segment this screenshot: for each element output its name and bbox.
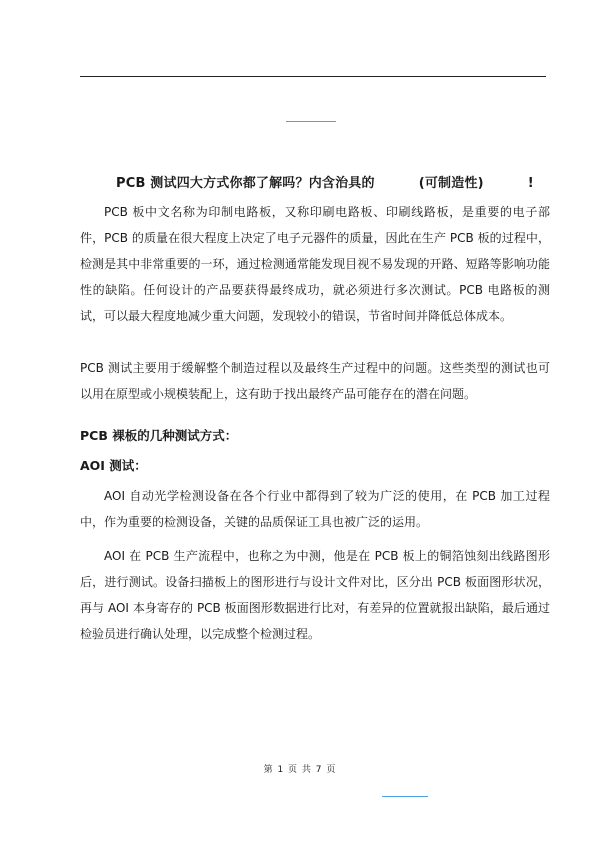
title-part-2: (可制造性) [418, 176, 484, 191]
section-heading-bare-board-tests: PCB 裸板的几种测试方式： [80, 428, 238, 443]
page-number-label: 第 1 页 共 7 页 [263, 765, 337, 775]
bottom-accent-line [382, 796, 428, 797]
header-rule [80, 76, 546, 77]
document-title [116, 172, 536, 191]
paragraph-intro: PCB 板中文名称为印制电路板，又称印刷电路板、印刷线路板，是重要的电子部件，PCB 的质量在很大程度上决定了电子元器件的质量，因此在生产 PCB 板的过程中，检测是其中非常重要的一环，通过检测通常能发现目视不易发现的开路、短路等影响功能性的缺陷。任何设计的产品要获得最终成功，就必须进行多次测试。PCB 电路板的测试，可以最大程度地减少重大问题，发现较小的错误，节省时间并降低总体成本。 [80, 205, 550, 323]
paragraph-purpose: PCB 测试主要用于缓解整个制造过程以及最终生产过程中的问题。这些类型的测试也可以用在原型或小规模装配上，这有助于找出最终产品可能存在的潜在问题。 [80, 361, 550, 401]
top-accent-line [286, 121, 336, 122]
page-footer [0, 762, 600, 775]
section-heading-aoi: AOI 测试： [80, 458, 147, 473]
title-part-3: ! [527, 176, 534, 191]
paragraph-aoi-overview: AOI 自动光学检测设备在各个行业中都得到了较为广泛的使用，在 PCB 加工过程中，作为重要的检测设备，关键的品质保证工具也被广泛的运用。 [80, 489, 550, 529]
paragraph-aoi-process: AOI 在 PCB 生产流程中，也称之为中测，他是在 PCB 板上的铜箔蚀刻出线路图形后，进行测试。设备扫描板上的图形进行与设计文件对比，区分出 PCB 板面图形状况，再与 AOI 本身寄存的 PCB 板面图形数据进行比对，有差异的位置就报出缺陷，最后通过检验员进行确认处理，以完成整个检测过程。 [80, 549, 550, 641]
title-part-1: PCB 测试四大方式你都了解吗？内含治具的 [116, 176, 375, 191]
